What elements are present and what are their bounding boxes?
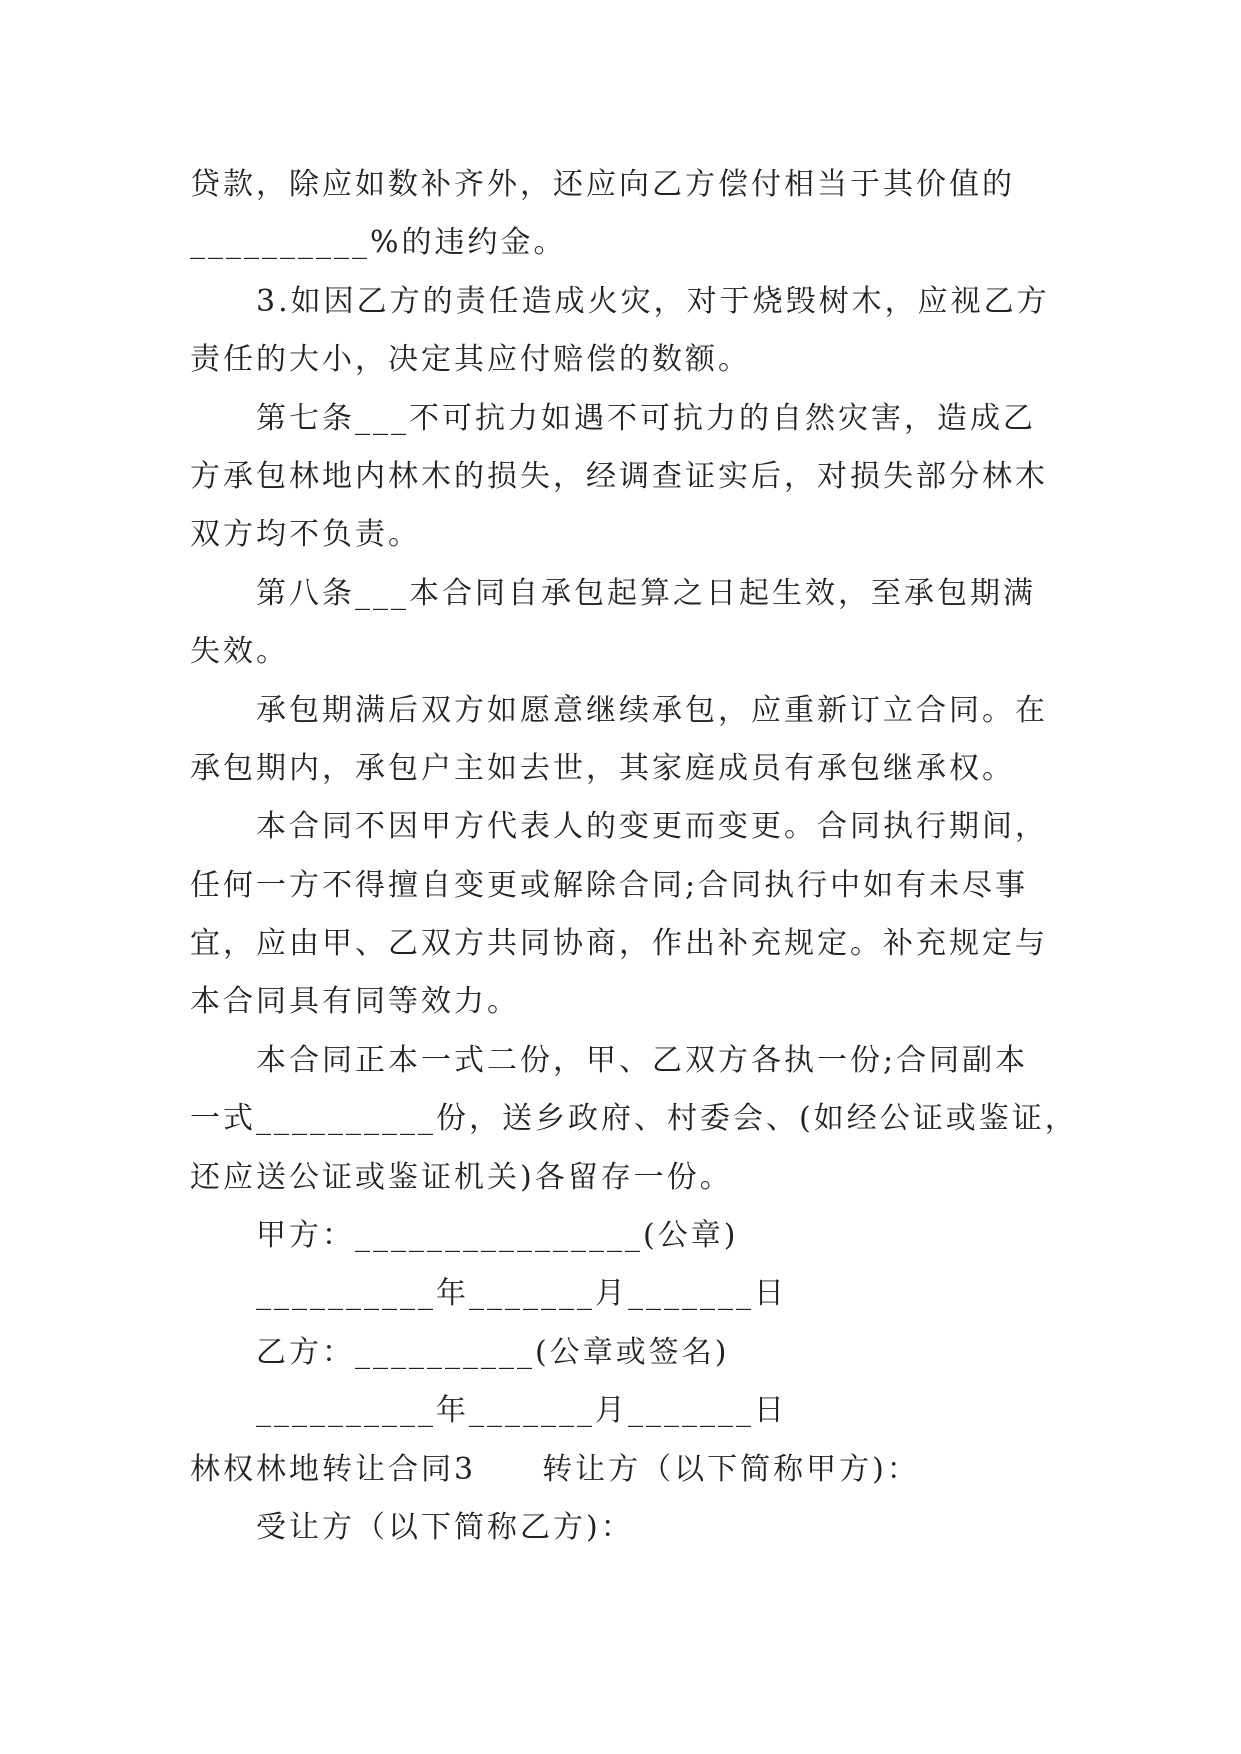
text-line: 还应送公证或鉴证机关)各留存一份。 [190,1159,733,1195]
text-line: 宜，应由甲、乙双方共同协商，作出补充规定。补充规定与 [190,926,1048,962]
party-b-date [190,1382,1090,1440]
penalty-clause-continuation [190,156,1090,273]
text-line: 受让方（以下简称乙方)： [256,1509,634,1545]
text-line: 承包期满后双方如愿意继续承包，应重新订立合同。在 [256,692,1048,728]
party-a-signature [190,1207,1090,1265]
text-line: 一式__________份，送乡政府、村委会、(如经公证或鉴证， [190,1101,1078,1137]
text-line: 林权林地转让合同3 转让方（以下简称甲方)： [190,1451,920,1487]
contract-3-heading [190,1441,1090,1499]
article-8-effective-term [190,565,1090,682]
text-line: 责任的大小，决定其应付赔偿的数额。 [190,342,751,378]
text-line: 甲方：________________(公章) [256,1218,739,1254]
text-line: 第七条___不可抗力如遇不可抗力的自然灾害，造成乙 [256,400,1036,436]
copies-clause [190,1032,1090,1207]
amendment-clause [190,798,1090,1032]
text-line: 本合同具有同等效力。 [190,984,520,1020]
party-b-signature [190,1324,1090,1382]
fire-liability-clause [190,273,1090,390]
text-line: 第八条___本合同自承包起算之日起生效，至承包期满 [256,575,1036,611]
text-line: 失效。 [190,634,289,670]
document-body [190,156,1090,1557]
transferee-line [190,1499,1090,1557]
text-line: 本合同不因甲方代表人的变更而变更。合同执行期间， [256,809,1048,845]
text-line: 3.如因乙方的责任造成火灾，对于烧毁树木，应视乙方 [256,283,1050,319]
text-line: 双方均不负责。 [190,517,421,553]
text-line: __________年_______月_______日 [256,1393,787,1429]
article-7-force-majeure [190,390,1090,565]
text-line: 贷款，除应如数补齐外，还应向乙方偿付相当于其价值的 [190,167,1015,202]
text-line: 本合同正本一式二份，甲、乙双方各执一份;合同副本 [256,1042,1029,1078]
text-line: 方承包林地内林木的损失，经调查证实后，对损失部分林木 [190,458,1048,494]
text-line: __________%的违约金。 [190,225,567,261]
text-line: 乙方：__________(公章或签名) [256,1334,730,1370]
party-a-date [190,1265,1090,1323]
text-line: 任何一方不得擅自变更或解除合同;合同执行中如有未尽事 [190,867,1029,903]
renewal-and-inheritance-clause [190,682,1090,799]
text-line: 承包期内，承包户主如去世，其家庭成员有承包继承权。 [190,750,1015,786]
text-line: __________年_______月_______日 [256,1276,787,1312]
